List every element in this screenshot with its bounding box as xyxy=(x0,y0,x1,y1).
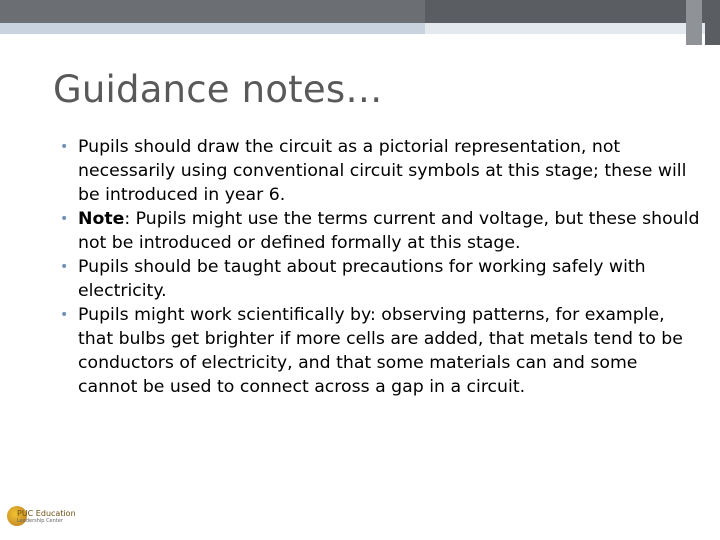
bullet-text: Pupils should draw the circuit as a pictorial representation, not necessarily using conventional circuit symbols at this stage; these will be introduced in year 6. xyxy=(78,137,687,205)
bullet-dot-icon: • xyxy=(60,259,69,275)
bullet-list xyxy=(60,135,700,399)
bullet-item xyxy=(60,207,700,255)
logo-line-1: PUC Education xyxy=(17,509,76,518)
bullet-dot-icon: • xyxy=(60,139,69,155)
slide-title: Guidance notes… xyxy=(53,68,383,111)
bullet-text: Pupils should be taught about precautions for working safely with electricity. xyxy=(78,257,646,301)
top-band-shade xyxy=(425,0,720,23)
bullet-item xyxy=(60,135,700,207)
bullet-text: Pupils might work scientifically by: observing patterns, for example, that bulbs get brighter if more cells are added, that metals tend to be conductors of electricity, and that some materials can and some cannot be used to connect across a gap in a circuit. xyxy=(78,305,683,397)
edge-bar-right xyxy=(705,0,720,45)
logo xyxy=(3,504,76,534)
note-label: Note xyxy=(78,209,125,229)
bullet-dot-icon: • xyxy=(60,211,69,227)
logo-line-2: Leadership Center xyxy=(17,518,63,524)
bullet-text: : Pupils might use the terms current and voltage, but these should not be introduced or defined formally at this stage. xyxy=(78,209,700,253)
bullet-item xyxy=(60,255,700,303)
top-band-light xyxy=(425,23,720,34)
bullet-dot-icon: • xyxy=(60,307,69,323)
bullet-item xyxy=(60,303,700,399)
edge-bar-left xyxy=(686,0,702,45)
